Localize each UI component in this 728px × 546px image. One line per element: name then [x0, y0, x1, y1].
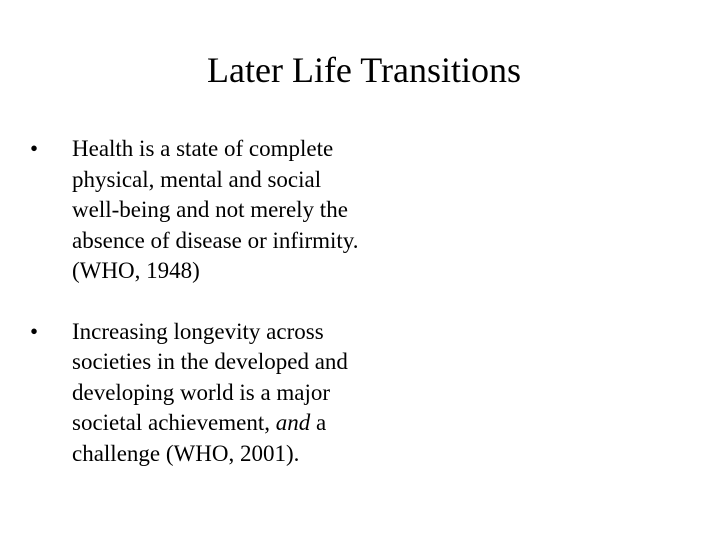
bullet-text — [72, 134, 450, 287]
bullet-line: (WHO, 1948) — [72, 258, 200, 283]
bullet-item-health-definition — [30, 134, 450, 287]
slide-title: Later Life Transitions — [207, 50, 521, 90]
bullet-line: societies in the developed and — [72, 349, 348, 374]
bullet-icon: • — [30, 318, 39, 344]
bullet-icon: • — [30, 136, 39, 161]
bullet-list — [30, 134, 450, 469]
emphasis-text: and — [275, 410, 311, 435]
bullet-line: physical, mental and social — [72, 166, 322, 192]
bullet-line: Health is a state of complete — [72, 136, 334, 161]
bullet-line: Increasing longevity across — [72, 318, 324, 344]
bullet-item-longevity — [30, 317, 450, 470]
bullet-line: well-being and not merely the — [72, 197, 348, 222]
bullet-line: developing world is a major — [72, 379, 331, 405]
bullet-line-text: a — [310, 410, 327, 435]
bullet-line: absence of disease or infirmity. — [72, 227, 359, 253]
bullet-text — [72, 317, 450, 470]
bullet-line: challenge (WHO, 2001). — [72, 440, 300, 466]
bullet-line — [72, 410, 326, 435]
bullet-line-text: societal achievement, — [72, 410, 276, 435]
